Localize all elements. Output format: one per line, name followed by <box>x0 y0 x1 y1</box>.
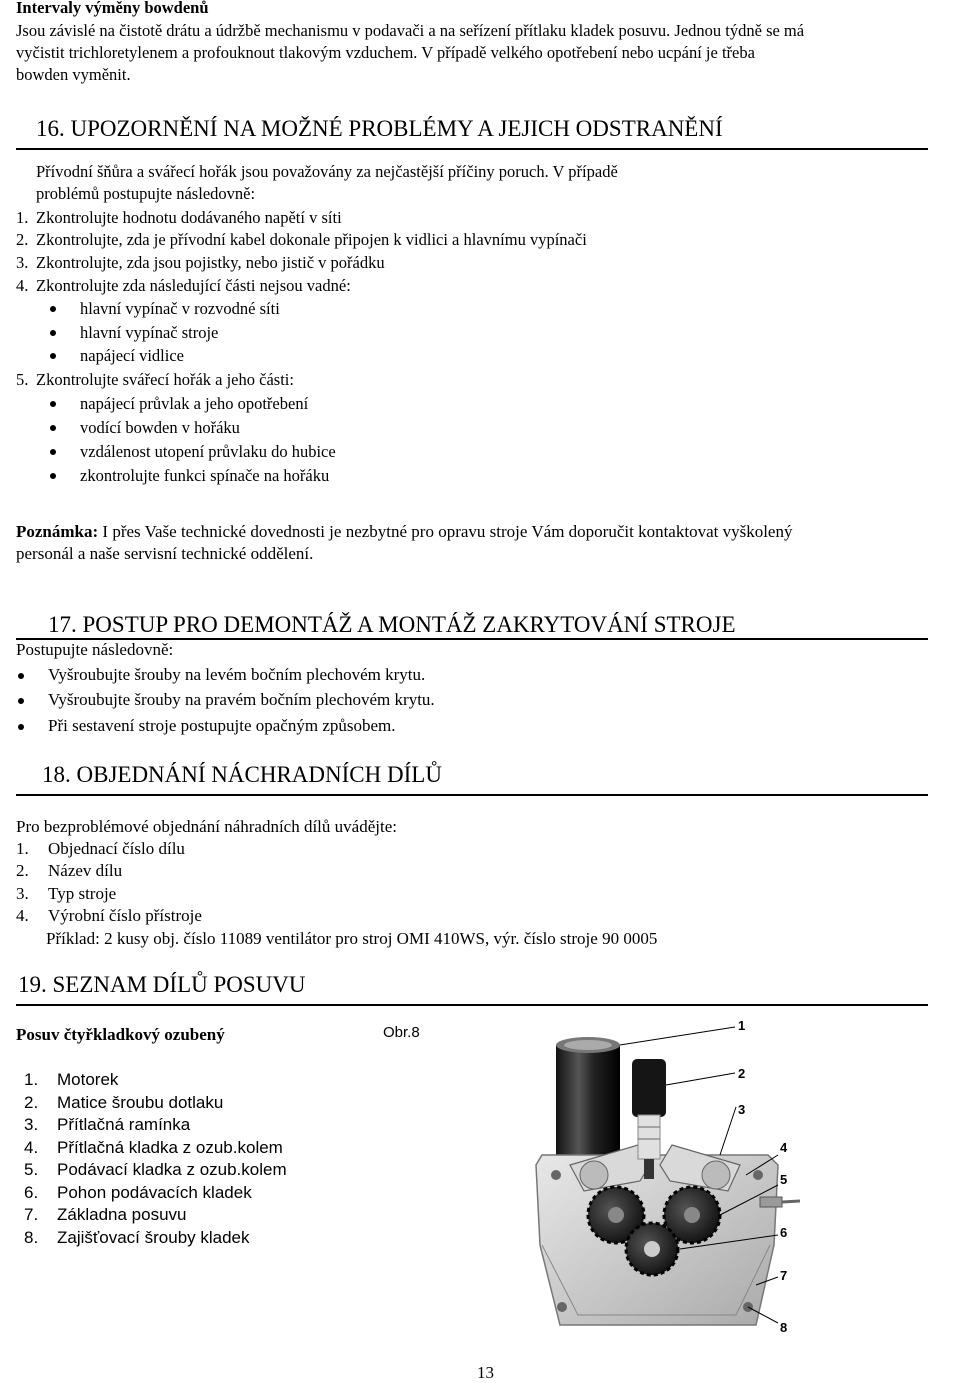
bullet-icon <box>50 330 56 336</box>
section-18-item-2: Název dílu <box>48 861 123 880</box>
part-1-num: 1. <box>24 1070 39 1089</box>
intervals-line-2: vyčistit trichloretylenem a profouknout tlakovým vzduchem. V případě velkého opotřebení nebo ucpání je třeba <box>16 43 755 62</box>
part-3-num: 3. <box>24 1115 39 1134</box>
part-4: Přítlačná kladka z ozub.kolem <box>57 1138 283 1157</box>
section-18-item-3: Typ stroje <box>48 884 117 903</box>
section-16-bullet-5-2: vodící bowden v hořáku <box>80 418 240 437</box>
bullet-icon <box>50 425 56 431</box>
part-2: Matice šroubu dotlaku <box>57 1093 224 1112</box>
part-8-num: 8. <box>24 1228 39 1247</box>
intervals-title: Intervaly výměny bowdenů <box>16 0 209 17</box>
bullet-icon <box>18 698 24 704</box>
figure-label: Obr.8 <box>383 1024 420 1041</box>
callout-4: 4 <box>780 1140 788 1155</box>
section-18-heading: 18. OBJEDNÁNÍ NÁCHRADNÍCH DÍLŮ <box>42 762 442 787</box>
section-18-item-4: Výrobní číslo přístroje <box>48 906 202 925</box>
section-18-item-2-num: 2. <box>16 861 29 880</box>
section-16-intro-2: problémů postupujte následovně: <box>36 184 256 203</box>
intervals-line-1: Jsou závislé na čistotě drátu a údržbě mechanismu v podavači a na seřízení přítlaku kladek posuvu. Jednou týdně se má <box>16 21 805 40</box>
section-18-rule <box>16 794 928 796</box>
section-16-item-1-num: 1. <box>16 208 29 227</box>
section-16-item-5: Zkontrolujte svářecí hořák a jeho části: <box>36 370 294 389</box>
wire-guide <box>760 1197 800 1207</box>
section-17-bullet-1: Vyšroubujte šrouby na levém bočním plechovém krytu. <box>48 665 426 684</box>
bullet-icon <box>50 473 56 479</box>
part-6: Pohon podávacích kladek <box>57 1183 252 1202</box>
bullet-icon <box>18 673 24 679</box>
callout-line-2 <box>666 1073 735 1085</box>
part-7-num: 7. <box>24 1205 39 1224</box>
section-18-intro: Pro bezproblémové objednání náhradních dílů uvádějte: <box>16 817 397 836</box>
callout-line-3 <box>720 1107 736 1155</box>
callout-8: 8 <box>780 1320 788 1335</box>
callout-7: 7 <box>780 1268 788 1283</box>
section-16-bullet-5-1: napájecí průvlak a jeho opotřebení <box>80 394 309 413</box>
section-16-item-5-num: 5. <box>16 370 29 389</box>
part-5: Podávací kladka z ozub.kolem <box>57 1160 287 1179</box>
section-16-item-2: Zkontrolujte, zda je přívodní kabel dokonale připojen k vidlici a hlavnímu vypínači <box>36 230 587 249</box>
note-text: I přes Vaše technické dovednosti je nezbytné pro opravu stroje Vám doporučit kontaktovat vyškolený <box>98 522 793 541</box>
section-17-heading: 17. POSTUP PRO DEMONTÁŽ A MONTÁŽ ZAKRYTOVÁNÍ STROJE <box>48 612 736 637</box>
section-16-bullet-5-3: vzdálenost utopení průvlaku do hubice <box>80 442 336 461</box>
section-19-subtitle: Posuv čtyřkladkový ozubený <box>16 1025 225 1044</box>
section-18-item-3-num: 3. <box>16 884 29 903</box>
section-16-bullet-4-3: napájecí vidlice <box>80 346 184 365</box>
callout-3: 3 <box>738 1102 746 1117</box>
section-16-rule <box>16 148 928 150</box>
bullet-icon <box>50 353 56 359</box>
section-16-item-1: Zkontrolujte hodnotu dodávaného napětí v síti <box>36 208 342 227</box>
bullet-icon <box>50 449 56 455</box>
section-16-item-2-num: 2. <box>16 230 29 249</box>
part-2-num: 2. <box>24 1093 39 1112</box>
section-19-heading: 19. SEZNAM DÍLŮ POSUVU <box>18 972 306 997</box>
section-17-bullet-2: Vyšroubujte šrouby na pravém bočním plechovém krytu. <box>48 690 435 709</box>
callout-1: 1 <box>738 1018 746 1033</box>
wire-feeder-illustration <box>520 1015 800 1345</box>
note <box>16 522 792 542</box>
section-19-rule <box>16 1004 928 1006</box>
section-18-item-4-num: 4. <box>16 906 29 925</box>
callout-2: 2 <box>738 1066 746 1081</box>
part-6-num: 6. <box>24 1183 39 1202</box>
section-16-bullet-5-4: zkontrolujte funkci spínače na hořáku <box>80 466 330 485</box>
bullet-icon <box>50 306 56 312</box>
section-16-heading: 16. UPOZORNĚNÍ NA MOŽNÉ PROBLÉMY A JEJICH ODSTRANĚNÍ <box>36 116 723 141</box>
section-18-example: Příklad: 2 kusy obj. číslo 11089 ventilátor pro stroj OMI 410WS, výr. číslo stroje 90 0005 <box>46 929 658 948</box>
page-number: 13 <box>477 1363 494 1382</box>
note-line-2: personál a naše servisní technické oddělení. <box>16 544 314 563</box>
part-4-num: 4. <box>24 1138 39 1157</box>
section-16-item-3-num: 3. <box>16 253 29 272</box>
callout-line-1 <box>620 1027 735 1045</box>
bullet-icon <box>18 724 24 730</box>
part-5-num: 5. <box>24 1160 39 1179</box>
section-16-intro-1: Přívodní šňůra a svářecí hořák jsou považovány za nejčastější příčiny poruch. V případě <box>36 162 618 181</box>
section-16-item-4: Zkontrolujte zda následující části nejsou vadné: <box>36 276 351 295</box>
section-18-item-1: Objednací číslo dílu <box>48 839 185 858</box>
bullet-icon <box>50 401 56 407</box>
section-16-bullet-4-2: hlavní vypínač stroje <box>80 323 219 342</box>
section-16-item-3: Zkontrolujte, zda jsou pojistky, nebo jistič v pořádku <box>36 253 385 272</box>
intervals-line-3: bowden vyměnit. <box>16 65 131 84</box>
section-16-item-4-num: 4. <box>16 276 29 295</box>
part-7: Základna posuvu <box>57 1205 187 1224</box>
part-8: Zajišťovací šrouby kladek <box>57 1228 250 1247</box>
part-3: Přítlačná ramínka <box>57 1115 191 1134</box>
section-18-item-1-num: 1. <box>16 839 29 858</box>
callout-6: 6 <box>780 1225 788 1240</box>
section-17-intro: Postupujte následovně: <box>16 640 174 659</box>
section-17-bullet-3: Při sestavení stroje postupujte opačným způsobem. <box>48 716 396 735</box>
callout-5: 5 <box>780 1172 788 1187</box>
note-label: Poznámka: <box>16 522 99 541</box>
section-16-bullet-4-1: hlavní vypínač v rozvodné síti <box>80 299 280 318</box>
part-1: Motorek <box>57 1070 119 1089</box>
